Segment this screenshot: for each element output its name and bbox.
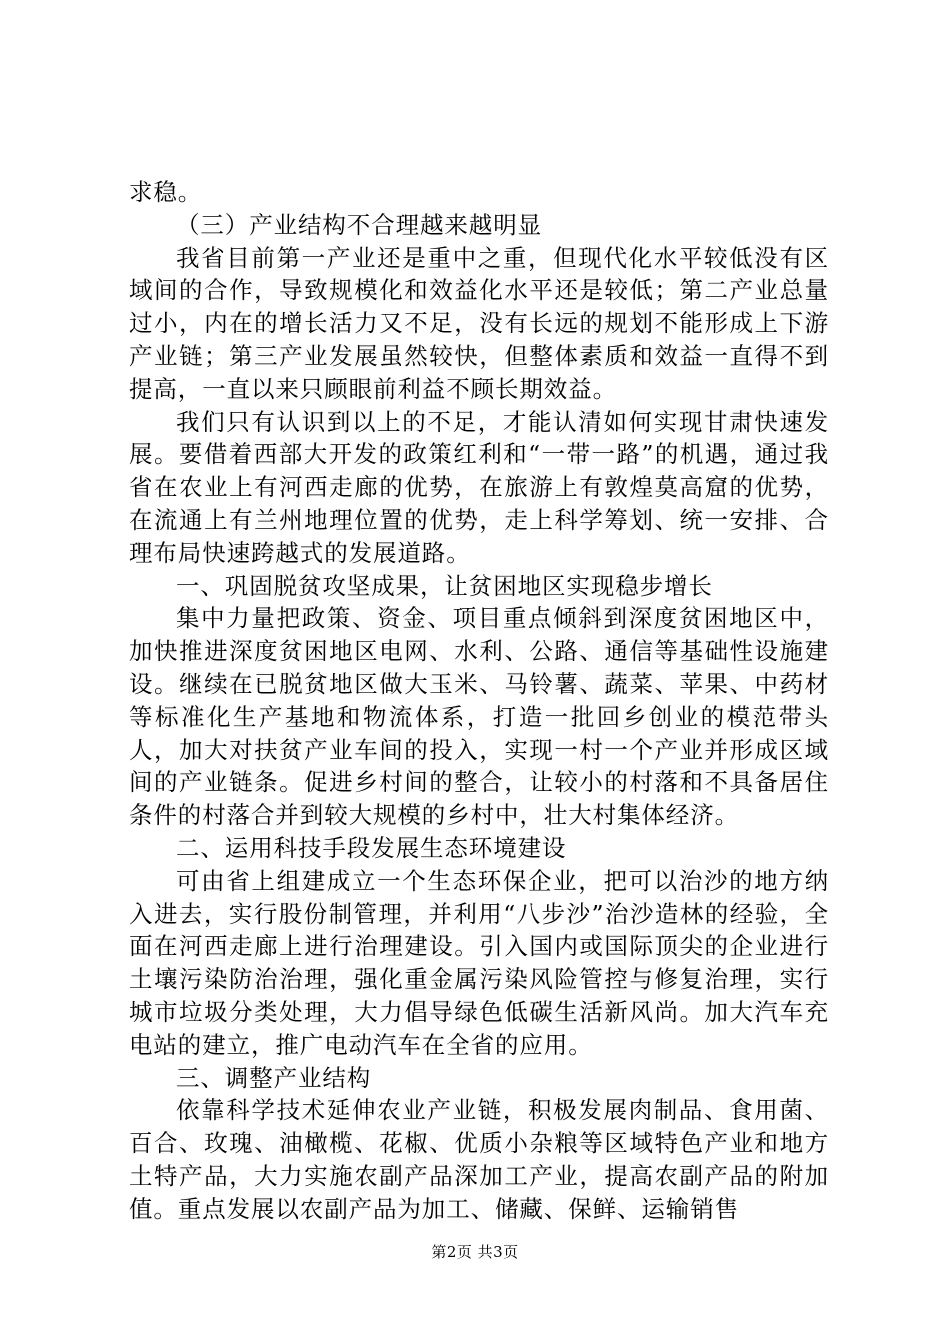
heading-ecology: 二、运用科技手段发展生态环境建设 — [176, 833, 567, 862]
paragraph-poverty-alleviation: 集中力量把政策、资金、项目重点倾斜到深度贫困地区中，加快推进深度贫困地区电网、水利、公路、通信等基础性设施建设。继续在已脱贫地区做大玉米、马铃薯、蔬菜、苹果、中药材等标准化生产基地和物流体系，打造一批回乡创业的模范带头人，加大对扶贫产业车间的投入，实现一村一个产业并形成区域间的产业链条。促进乡村间的整合，让较小的村落和不具备居住条件的村落合并到较大规模的乡村中，壮大村集体经济。 — [129, 604, 829, 830]
heading-industry-adjustment: 三、调整产业结构 — [176, 1063, 372, 1092]
paragraph-development-path: 我们只有认识到以上的不足，才能认清如何实现甘肃快速发展。要借着西部大开发的政策红利和“一带一路”的机遇，通过我省在农业上有河西走廊的优势，在旅游上有敦煌莫高窟的优势，在流通上有兰州地理位置的优势，走上科学筹划、统一安排、合理布局快速跨越式的发展道路。 — [129, 407, 829, 567]
paragraph-industry-structure: 我省目前第一产业还是重中之重，但现代化水平较低没有区域间的合作，导致规模化和效益化水平还是较低；第二产业总量过小，内在的增长活力又不足，没有长远的规划不能形成上下游产业链；第三产业发展虽然较快，但整体素质和效益一直得不到提高，一直以来只顾眼前利益不顾长期效益。 — [129, 243, 829, 403]
paragraph-ecology: 可由省上组建成立一个生态环保企业，把可以治沙的地方纳入进去，实行股份制管理，并利用“八步沙”治沙造林的经验，全面在河西走廊上进行治理建设。引入国内或国际顶尖的企业进行土壤污染防治治理，强化重金属污染风险管控与修复治理，实行城市垃圾分类处理，大力倡导绿色低碳生活新风尚。加大汽车充电站的建立，推广电动汽车在全省的应用。 — [129, 866, 829, 1059]
document-body — [129, 176, 829, 1226]
heading-poverty-alleviation: 一、巩固脱贫攻坚成果，让贫困地区实现稳步增长 — [176, 571, 713, 600]
page-footer: 第2页 共3页 — [431, 1243, 519, 1261]
paragraph-industry-adjustment: 依靠科学技术延伸农业产业链，积极发展肉制品、食用菌、百合、玫瑰、油橄榄、花椒、优质小杂粮等区域特色产业和地方土特产品，大力实施农副产品深加工产业，提高农副产品的附加值。重点发展以农副产品为加工、储藏、保鲜、运输销售 — [129, 1096, 829, 1223]
paragraph-continuation: 求稳。 — [129, 178, 203, 206]
section-heading-3: （三）产业结构不合理越来越明显 — [176, 210, 542, 239]
